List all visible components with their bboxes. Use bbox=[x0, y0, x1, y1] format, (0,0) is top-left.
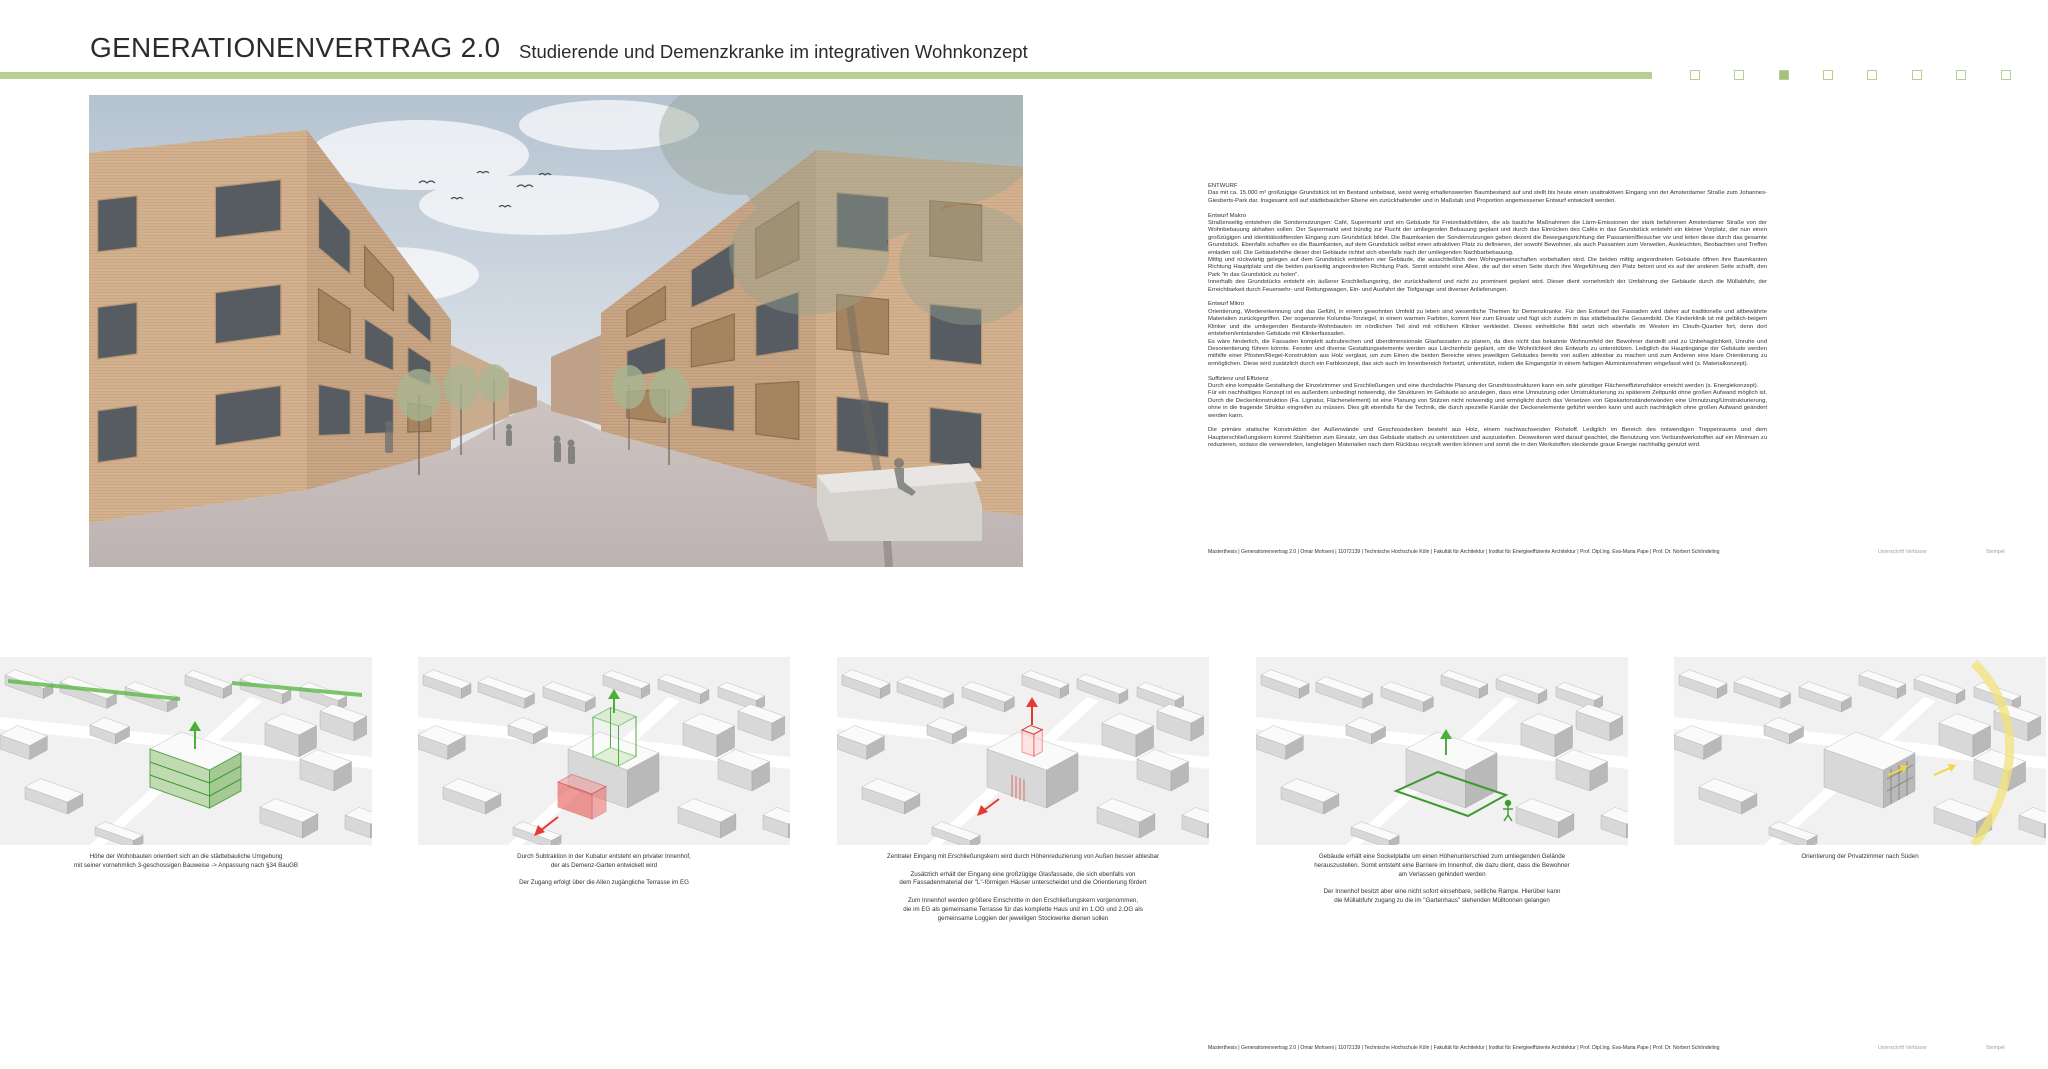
caption-text: Der Zugang erfolgt über die Allen zugängliche Terrasse im EG bbox=[519, 879, 689, 887]
page-indicator bbox=[1912, 70, 1922, 80]
page-indicator bbox=[1779, 70, 1789, 80]
window bbox=[98, 302, 137, 359]
section-heading: Entwurf Makro bbox=[1208, 212, 1246, 219]
section-heading: Entwurf Mikro bbox=[1208, 301, 1245, 308]
window bbox=[98, 405, 137, 462]
page-indicator bbox=[2001, 70, 2011, 80]
window bbox=[215, 180, 280, 238]
footer-credits: Masterthesis | Generationenvertrag 2.0 | Omar Mohseni | 11072139 | Technische Hochschule Köln | Fakultät für Architektur | Institut für Energieeffiziente Architektur | Prof. Dipl.Ing. Eva-Maria Pape | Prof. Dr. Norbert Schöndeling bbox=[1208, 1045, 1720, 1051]
window bbox=[215, 386, 280, 446]
footer-credits: Masterthesis | Generationenvertrag 2.0 | Omar Mohseni | 11072139 | Technische Hochschule Köln | Fakultät für Architektur | Institut für Energieeffiziente Architektur | Prof. Dipl.Ing. Eva-Maria Pape | Prof. Dr. Norbert Schöndeling bbox=[1208, 549, 1720, 555]
diagram-building-height bbox=[0, 657, 372, 845]
caption-text: Der Innenhof besitzt aber eine nicht sofort einsehbare, seitliche Rampe. Hierüber kann die Müllabfuhr zugang zu die im "Gartenhaus" stehenden Mülltonnen gelangen bbox=[1323, 888, 1561, 904]
window bbox=[691, 385, 734, 431]
wood-panel bbox=[756, 382, 799, 440]
diagram-caption bbox=[837, 853, 1209, 932]
window bbox=[319, 384, 351, 435]
window bbox=[215, 285, 280, 344]
header-accent-bar bbox=[0, 72, 1652, 79]
caption-text: Gebäude erhält eine Sockelplatte um einen Höhenunterschied zum umliegenden Gelände herauszustellen. Somit entsteht eine Barriere im Innenhof, die dazu dient, dass die Bewohner am Verlassen gehindert werden bbox=[1314, 853, 1570, 878]
stamp-label: Stempel bbox=[1986, 549, 2005, 555]
signature-label: Unterschrift Verfasser bbox=[1878, 1045, 1927, 1051]
page-subtitle: Studierende und Demenzkranke im integrativen Wohnkonzept bbox=[519, 41, 1028, 62]
page-title: GENERATIONENVERTRAG 2.0 bbox=[90, 32, 501, 63]
caption-text: Durch Subtraktion in der Kubatur entsteht ein privater Innenhof, der als Demenz-Garten entwickelt wird bbox=[517, 853, 691, 869]
paragraph: Das mit ca. 15.000 m² großzügige Grundstück ist im Bestand unbebaut, weist wenig erhaltenswerten Baumbestand auf und stellt bis heute einen unattraktiven Eingang von der Amsterdamer Straße zum Johannes-Giesberts-Park dar. Insgesamt soll auf städtebaulicher Ebene ein zurückhaltender und in Maßstab und Proportion angemessener Entwurf entwickelt werden. bbox=[1208, 190, 1767, 204]
caption-text: Zum Innenhof werden größere Einschnitte in den Erschließungskern vorgenommen, die im EG als gemeinsame Terrasse für das komplette Haus und im 1.OG und 2.OG als gemeinsame Loggien der jeweiligen Stockwerke dienen sollen bbox=[903, 896, 1143, 922]
section-heading: ENTWURF bbox=[1208, 183, 1238, 189]
person bbox=[385, 421, 393, 453]
paragraph: Die primäre statische Konstruktion der Außenwände und Geschossdecken besteht aus Holz, einem nachwachsenden Rohstoff. Lediglich im Bereich des notwendigen Treppenraums und dem Haupterschließungskern kommt Stahlbeton zum Einsatz, um das Gebäude statisch zu unterstützen und auszusteifen. Desweiteren wird darauf geachtet, die Benutzung von Verbundwerkstoffen auf ein Minimum zu reduzieren, sodass die verwendeten, langlebigen Materialien nach dem Rückbau recycelt werden können und somit die in den Werkstoffen steckende graue Energie nachhaltig genutzt wird. bbox=[1208, 427, 1767, 449]
section-heading: Suffizienz und Effizienz bbox=[1208, 375, 1269, 382]
page-indicator bbox=[1690, 70, 1700, 80]
tree-crown bbox=[729, 195, 889, 315]
stamp-label: Stempel bbox=[1986, 1045, 2005, 1051]
diagram-central-entrance bbox=[837, 657, 1209, 845]
diagram-base-plate bbox=[1256, 657, 1628, 845]
window bbox=[930, 407, 982, 469]
caption-text: Zentraler Eingang mit Erschließungskern wird durch Höhenreduzierung von Außen besser ablesbar bbox=[886, 853, 1160, 860]
person bbox=[554, 436, 562, 463]
diagram-caption bbox=[1674, 853, 2046, 871]
paragraph: Durch eine kompakte Gestaltung der Einzelzimmer und Erschließungen und eine durchdachte Planung der Grundrissstrukturen kann ein sehr günstiger Flächeneffizienzfaktor erreicht werden (s. Energiekonzept). bbox=[1208, 382, 1759, 389]
diagram-caption bbox=[418, 853, 790, 897]
page-indicator bbox=[1867, 70, 1877, 80]
person bbox=[506, 424, 512, 446]
paragraph: Innerhalb des Grundstücks entsteht ein äußerer Erschließungsring, der zurückhaltend und nicht zu prominent geplant wird. Dieser dient vornehmlich der Umfahrung der Gebäude durch die Müllabfuhr, der Erreichbarkeit durch Feuerwehr- und Rettungswagen, Ein- und Ausfahrt der Tiefgarage und diverser Anlieferungen. bbox=[1208, 279, 1767, 293]
caption-text: Höhe der Wohnbauten orientiert sich an die städtebauliche Umgebung mit seiner vornehmlich 3-geschossigen Bauweise -> Anpassung nach §34 BauGB bbox=[73, 853, 299, 869]
page-indicator bbox=[1823, 70, 1833, 80]
page-indicator bbox=[1956, 70, 1966, 80]
city-context bbox=[1256, 657, 1628, 845]
design-description bbox=[1208, 183, 1767, 450]
architectural-rendering bbox=[89, 95, 1023, 567]
paragraph: Es wäre hinderlich, die Fassaden komplett aufzubrechen und überdimensionale Glasfassaden zu planen, da dies nicht das bekannte Wohnumfeld der Bewohner darstellt und zu Unbehaglichkeit, Unruhe und Desorientierung führen könnte. Fenster und diverse Gestaltungselemente werden aus Lärchenholz geplant, um die Wohnlichkeit des Entwurfs zu unterstützen. Lediglich die Hauptingänge der Gebäude werden mithilfe einer Pfosten/Riegel-Konstruktion aus Holz verglast, um zum Einen die beiden Bereiche eines jeweiligen Gebäudes bereits von außen ablesbar zu machen und zum Anderen eine klare Orientierung zu ermöglichen. Diese wird zusätzlich durch ein Farbkonzept, das sich auch im Innenbereich fortsetzt, unterstützt, indem die Eingangstür in einem farbigen Aluminiumrahmen eingefasst wird (s. Materialkonzept). bbox=[1208, 338, 1767, 367]
diagram-courtyard-subtraction bbox=[418, 657, 790, 845]
diagram-caption bbox=[0, 853, 372, 879]
window bbox=[98, 196, 137, 252]
paragraph: Für ein nachhaltiges Konzept ist es außerdem unbedingt notwendig, die Strukturen im Gebäude so anzulegen, dass eine Umnutzung oder Umstrukturierung zu späterem Zeitpunkt ohne großen Aufwand möglich ist. Durch die Deckenkonstruktion (Fa. Lignatur, Flächenelement) ist eine Planung von Stützen nicht notwendig und ermöglicht durch das Versetzen von Gipskartonständerwänden eine Umnutzung/Umstrukturierung, ohne in die tragende Struktur eingreifen zu müssen. Dies gilt ebenfalls für die Technik, die durch spezielle Kanäle der Deckenelemente geführt werden kann und auch nachträglich ohne großen Aufwand geändert werden kann. bbox=[1208, 390, 1767, 419]
page-indicator bbox=[1734, 70, 1744, 80]
paragraph: Orientierung, Wiedererkennung und das Gefühl, in einem gewohnten Umfeld zu leben sind wesentliche Themen für Demenzkranke. Für den Entwurf der Fassaden wird daher auf traditionelle und altbewährte Materialien zurückgegriffen. Der sogenannte Kolumba-Torziegel, in einem warmen Farbton, kommt hier zum Einsatz und fügt sich zudem in das städtebauliche Gesamtbild. Die Kinderklinik ist mit gelblich-beigem Klinker und die umliegenden Bestands-Wohnbauten im nördlichen Teil sind mit rötlichem Klinker verkleidet. Dieses einheitliche Bild setzt sich ebenfalls im Westen im Clouth-Quartier fort, denn dort entstehen/entstanden Gebäude mit Klinkerfassaden. bbox=[1208, 308, 1767, 338]
cloud bbox=[419, 175, 659, 235]
caption-text: Orientierung der Privatzimmer nach Süden bbox=[1801, 853, 1919, 860]
diagram-south-orientation bbox=[1674, 657, 2046, 845]
paragraph: Straßenseitig entstehen die Sondernutzungen: Café, Supermarkt und ein Gebäude für Freizeitaktivitäten, die als bauliche Maßnahmen die Lärm-Emissionen der stark befahrenen Amsterdamer Straße von der Wohnbebauung abhalten sollen. Der Supermarkt wird bündig zur Flucht der umliegenden Bebauung geplant und durch das Einrücken des Cafés in das Grundstück entsteht ein kleiner Vorplatz, der nun einen großzügigen und identitätsstiftenden Eingang zum Grundstück bildet. Die Baumkanten der Sondernutzungen geben dezent die Bewegungsrichtung der Passanten/Besucher vor und leiten diese durch das gesamte Grundstück. Ebenfalls schaffen es die Baumkanten, auf dem Grundstück selbst einen attraktiven Platz zu definieren, der sowohl Bewohner, als auch Passanten zum Verweilen, Ausleuchten, Beobachten und Treffen einladen soll. Die Gebäudehöhe dieser drei Gebäude richtet sich ebenfalls nach der umliegenden Nachbarbebauung. bbox=[1208, 220, 1767, 256]
caption-text: Zusätzlich erhält der Eingang eine großzügige Glasfassade, die sich ebenfalls von dem Fassadenmaterial der "L"-förmigen Häuser unterscheidet und die Orientierung fördert bbox=[899, 870, 1147, 887]
signature-label: Unterschrift Verfasser bbox=[1878, 549, 1927, 555]
paragraph: Mittig und rückwärtig gelegen auf dem Grundstück entstehen vier Gebäude, die ausschließlich den Wohngemeinschaften vorbehalten sind. Die beiden mittig angeordneten Gebäude öffnen ihre Baumkanten Richtung Hauptplatz und die beiden parkseitig angeordneten Richtung Park. Somit entsteht eine Allee, die auf der einen Seite durch ihre Wegeführung den Platz betont und es auf der anderen Seite schafft, den Park "in das Grundstück zu holen". bbox=[1208, 257, 1767, 278]
diagram-caption bbox=[1256, 853, 1628, 915]
person bbox=[568, 440, 576, 465]
